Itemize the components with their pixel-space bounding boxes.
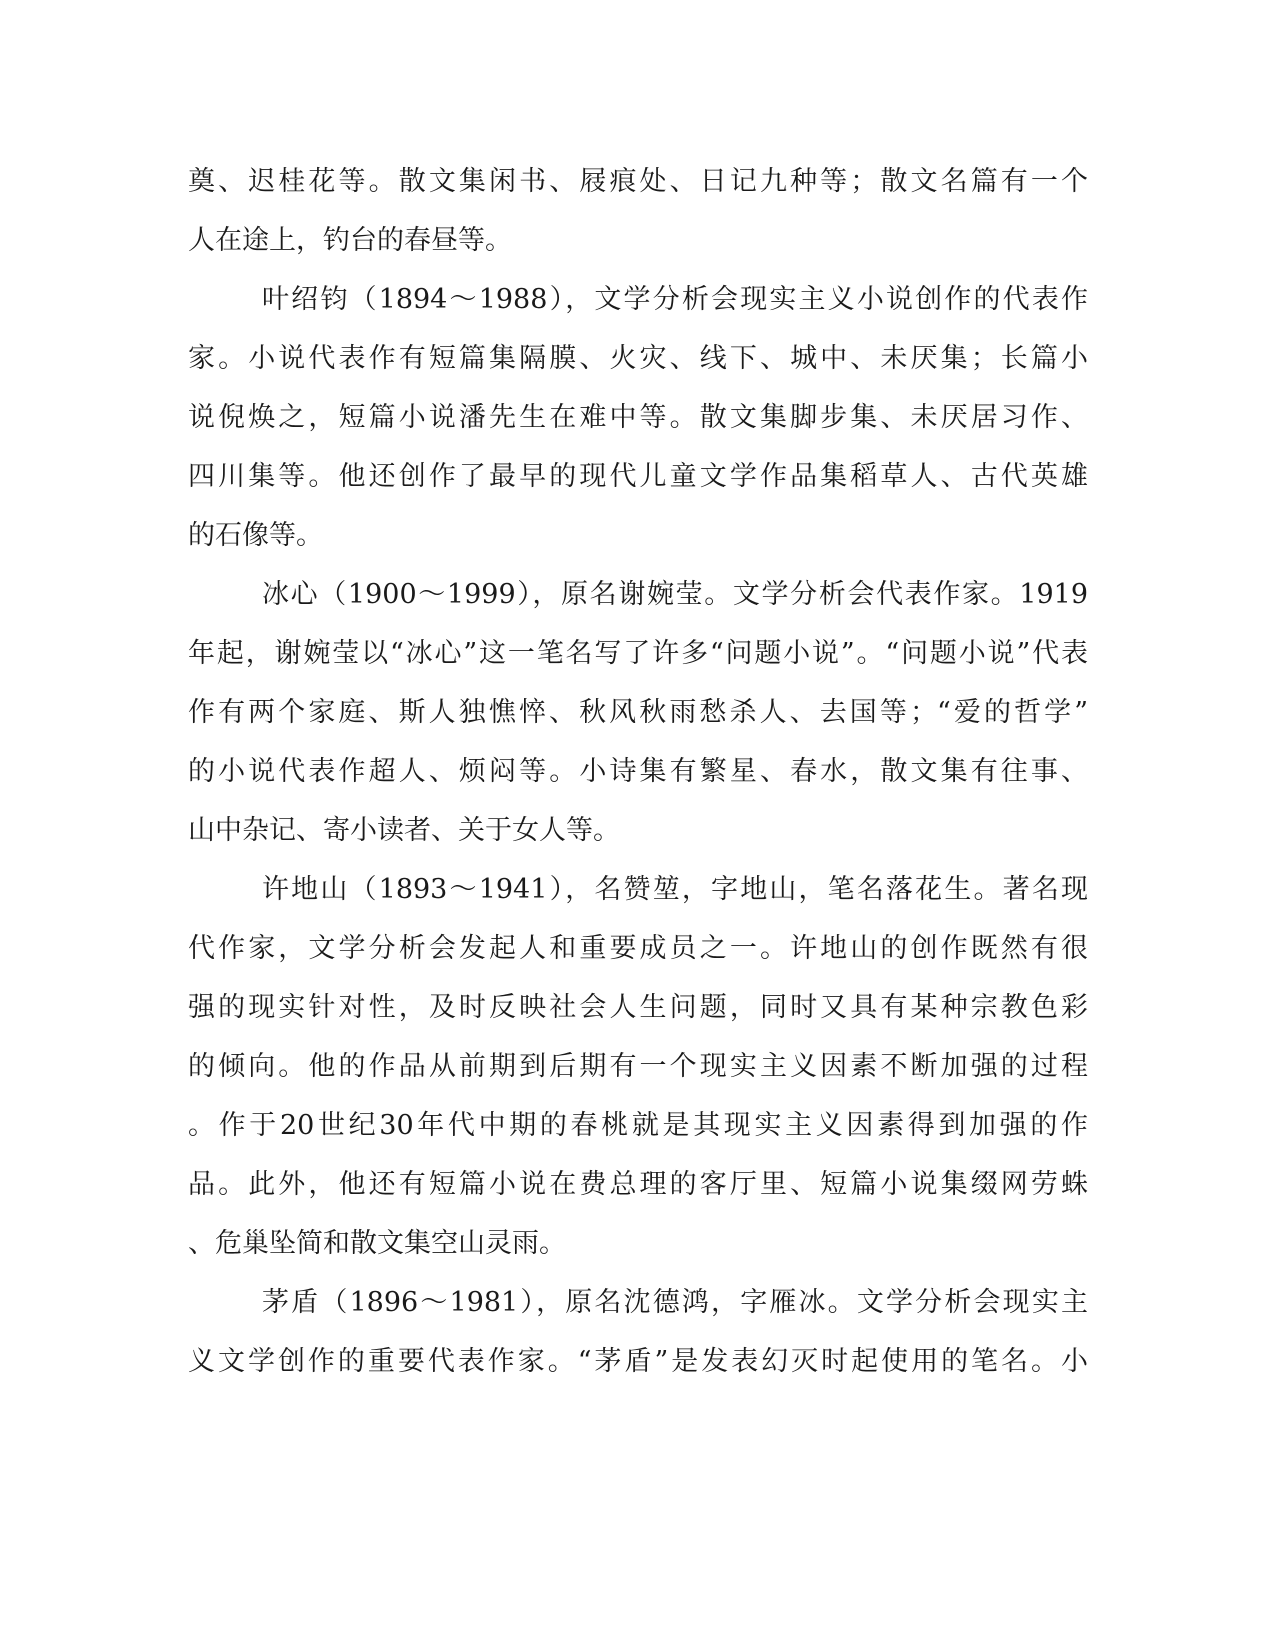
text-line: 强的现实针对性，及时反映社会人生问题，同时又具有某种宗教色彩 — [188, 992, 1088, 1023]
text-line: 年起，谢婉莹以“冰心”这一笔名写了许多“问题小说”。“问题小说”代表 — [188, 638, 1088, 669]
text-line: 代作家，文学分析会发起人和重要成员之一。许地山的创作既然有很 — [188, 933, 1088, 964]
text-line: 家。小说代表作有短篇集隔膜、火灾、线下、城中、未厌集；长篇小 — [188, 343, 1088, 374]
text-line: 义文学创作的重要代表作家。“茅盾”是发表幻灭时起使用的笔名。小 — [188, 1346, 1088, 1377]
text-line: 品。此外，他还有短篇小说在费总理的客厅里、短篇小说集缀网劳蛛 — [188, 1169, 1088, 1200]
text-line: 作有两个家庭、斯人独憔悴、秋风秋雨愁杀人、去国等；“爱的哲学” — [188, 697, 1088, 728]
text-line: 山中杂记、寄小读者、关于女人等。 — [188, 815, 620, 846]
text-line: 的小说代表作超人、烦闷等。小诗集有繁星、春水，散文集有往事、 — [188, 756, 1088, 787]
text-line: 、危巢坠简和散文集空山灵雨。 — [188, 1228, 566, 1259]
text-line: 。作于20世纪30年代中期的春桃就是其现实主义因素得到加强的作 — [188, 1110, 1088, 1141]
text-line: 的倾向。他的作品从前期到后期有一个现实主义因素不断加强的过程 — [188, 1051, 1088, 1082]
text-line: 人在途上，钓台的春昼等。 — [188, 225, 512, 256]
text-line: 奠、迟桂花等。散文集闲书、屐痕处、日记九种等；散文名篇有一个 — [188, 166, 1088, 197]
text-line: 的石像等。 — [188, 520, 323, 551]
text-line: 四川集等。他还创作了最早的现代儿童文学作品集稻草人、古代英雄 — [188, 461, 1088, 492]
text-line: 说倪焕之，短篇小说潘先生在难中等。散文集脚步集、未厌居习作、 — [188, 402, 1088, 433]
paragraph-first-line: 叶绍钧（1894～1988），文学分析会现实主义小说创作的代表作 — [262, 284, 1088, 315]
paragraph-first-line: 茅盾（1896～1981），原名沈德鸿，字雁冰。文学分析会现实主 — [262, 1287, 1088, 1318]
paragraph-first-line: 许地山（1893～1941），名赞堃，字地山，笔名落花生。著名现 — [262, 874, 1088, 905]
paragraph-first-line: 冰心（1900～1999），原名谢婉莹。文学分析会代表作家。1919 — [262, 579, 1088, 610]
